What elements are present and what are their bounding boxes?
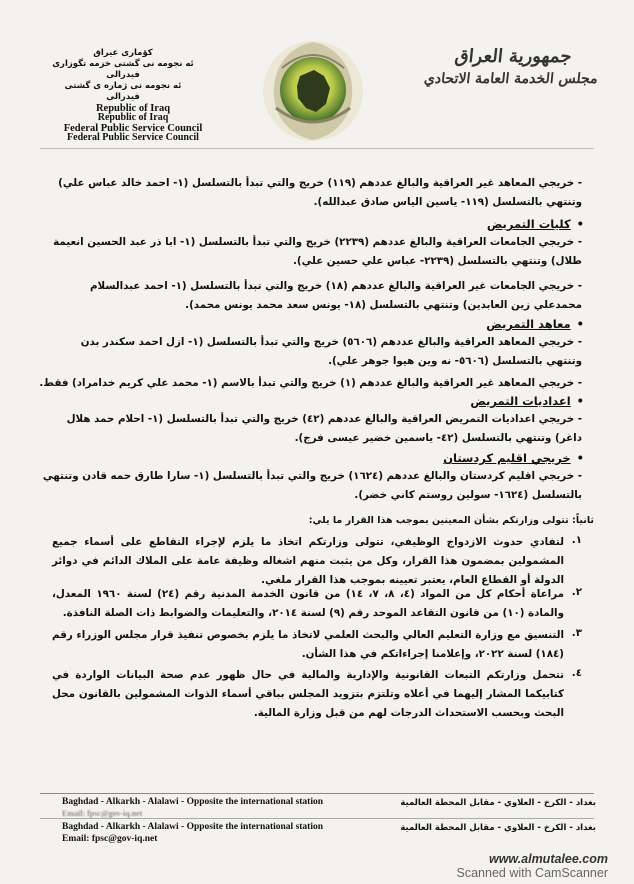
watermark-scanner: Scanned with CamScanner	[456, 866, 608, 880]
footer-divider	[40, 793, 594, 794]
kurdish-line-1: کۆماری عیراق	[93, 48, 153, 58]
intro-line-1: - خريجي المعاهد غير العراقية والبالغ عددهم (١١٩) خريج والتي تبدأ بالتسلسل (١- احمد خالد عباس علي)	[58, 177, 582, 189]
item-2-number: ٢.	[571, 586, 582, 598]
item-3-number: ٣.	[571, 627, 582, 639]
watermark-site: www.almutalee.com	[488, 852, 608, 866]
h1-p1-line-1: - خريجي الجامعات العراقية والبالغ عددهم (٢٢٣٩) خريج والتي تبدأ بالتسلسل (١- ابا ذر عبد الحسين انعيمة	[53, 236, 582, 248]
footer-divider-2	[40, 818, 594, 819]
footer-email: Email: fpsc@gov-iq.net	[62, 834, 158, 844]
heading-nursing-institutes	[486, 317, 584, 331]
heading-kurdistan	[443, 451, 584, 465]
h2-p2-line: - خريجي المعاهد غير العراقية والبالغ عددهم (١) خريج والتي تبدأ بالاسم (١- محمد علي كريم خدامراد) فقط.	[39, 377, 582, 389]
heading-nursing-secondary	[470, 394, 584, 408]
footer-address-ar-2: بغداد - الكرخ - العلاوي - مقابل المحطة العالمية	[400, 823, 596, 833]
header-left-block	[48, 48, 218, 143]
heading-nursing-colleges-text: كليات التمريض	[486, 217, 571, 231]
arabic-title-line-1: جمهورية العراق	[453, 46, 573, 67]
item-1-number: ١.	[571, 534, 582, 546]
council-label: Federal Public Service Council	[63, 123, 203, 134]
h4-p1-line-1: - خريجي اقليم كردستان والبالغ عددهم (١٦٢٤) خريج والتي تبدأ بالتسلسل (١- سارا طارق حمه قادن وتنتهي	[42, 470, 582, 482]
h4-p1-line-2: بالتسلسل (١٦٢٤- سولين روستم كاني خضر).	[354, 489, 582, 501]
intro-line-2: وتنتهي بالتسلسل (١١٩- ياسين الياس صادق عبدالله).	[313, 196, 582, 208]
republic-label-shadow: Republic of Iraq	[97, 112, 169, 123]
h3-p1-line-2: داغر) وتنتهي بالتسلسل (٤٢- ياسمين خضير عيسى فرج).	[294, 432, 582, 444]
h2-p1-line-1: - خريجي المعاهد العراقية والبالغ عددهم (٥٦٠٦) خريج والتي تبدأ بالتسلسل (١- ازل احمد سكندر بدن	[80, 336, 582, 348]
item-3-text: التنسيق مع وزارة التعليم العالي والبحث العلمي لاتخاذ ما يلزم بخصوص تنفيذ قرار مجلس الوزراء رقم (١٨٤) لسنة ٢٠٢٢، وإعلامنا إجراءاتكم في هذا الشأن.	[52, 629, 564, 660]
item-4-text: تتحمل وزارتكم التبعات القانونية والإدارية والمالية في حال ظهور عدم صحة البيانات الواردة في كتابيكما المشار إليهما في أعلاه وتلتزم بتزويد المجلس بباقي أسماء الذوات المشمولين بالقانون محل البحث وبحسب الاستحداث الدرجات لهم من قبل وزارة المالية.	[52, 669, 564, 719]
item-2-text: مراعاة أحكام كل من المواد (٤، ٨، ٧، ١٤) من قانون الخدمة المدنية رقم (٢٤) لسنة ١٩٦٠ المعدل، والمادة (١٠) من قانون التقاعد الموحد رقم (٩) لسنة ٢٠١٤، والتعليمات والضوابط ذات الصلة النافذة.	[52, 588, 564, 619]
h2-p1-line-2: وتنتهي بالتسلسل (٥٦٠٦- نه وين هيوا جوهر علي).	[328, 355, 582, 367]
heading-nursing-institutes-text: معاهد التمريض	[486, 317, 571, 331]
footer-address-ar: بغداد - الكرخ - العلاوي - مقابل المحطة العالمية	[400, 798, 596, 808]
council-label-shadow: Federal Public Service Council	[67, 132, 199, 143]
header-divider	[40, 148, 594, 149]
heading-kurdistan-text: خريجي اقليم كردستان	[443, 451, 571, 465]
footer-address-en: Baghdad - Alkarkh - Alalawi - Opposite the international station	[62, 797, 324, 807]
heading-nursing-secondary-text: اعداديات التمريض	[470, 394, 571, 408]
bleed-through-text	[40, 152, 594, 174]
heading-nursing-colleges	[487, 217, 584, 231]
h1-p2-line-2: محمدعلي زين العابدين) وتنتهي بالتسلسل (١٨- يونس سعد محمد يونس محمد).	[185, 299, 582, 311]
arabic-title-line-2: مجلس الخدمة العامة الاتحادي	[423, 71, 599, 87]
republic-label: Republic of Iraq	[95, 103, 171, 114]
h1-p2-line-1: - خريجي الجامعات غير العراقية والبالغ عددهم (١٨) خريج والتي تبدأ بالتسلسل (١- احمد عبدالسلام	[89, 280, 582, 292]
item-4-number: ٤.	[571, 667, 582, 679]
h3-p1-line-1: - خريجي اعداديات التمريض العراقية والبالغ عددهم (٤٢) خريج والتي تبدأ بالتسلسل (١- احلام حمد هلال	[66, 413, 582, 425]
footer-address-en-2: Baghdad - Alkarkh - Alalawi - Opposite the international station	[62, 822, 324, 832]
council-emblem-icon	[262, 38, 364, 144]
footer-email-faint: Email: fpsc@gov-iq.net	[62, 809, 143, 818]
h1-p1-line-2: طلال) وتنتهي بالتسلسل (٢٢٣٩- عباس علي حسين علي).	[292, 255, 582, 267]
item-1-text: لتفادي حدوث الازدواج الوظيفي، تتولى وزارتكم اتخاذ ما يلزم لإجراء التقاطع على أسماء جميع المشمولين بمضمون هذا القرار، وكل من يثبت منهم اشغاله وظيفة عامة على الملاك الدائم في دوائر الدولة أو القطاع العام، يعتبر تعيينه بموجب هذا القرار ملغي.	[52, 536, 564, 586]
header-right-block	[410, 46, 615, 90]
kurdish-line-3: ئه نجومه نی ژماره ی گشتی فیدرالی	[64, 81, 182, 102]
second-section-title: ثانياً: تتولى وزارتكم بشأن المعينين بموجب هذا القرار ما يلي:	[308, 515, 594, 526]
kurdish-line-2: ئه نجومه نی گشتی خزمه تگوزاری فیدرالی	[52, 59, 194, 80]
